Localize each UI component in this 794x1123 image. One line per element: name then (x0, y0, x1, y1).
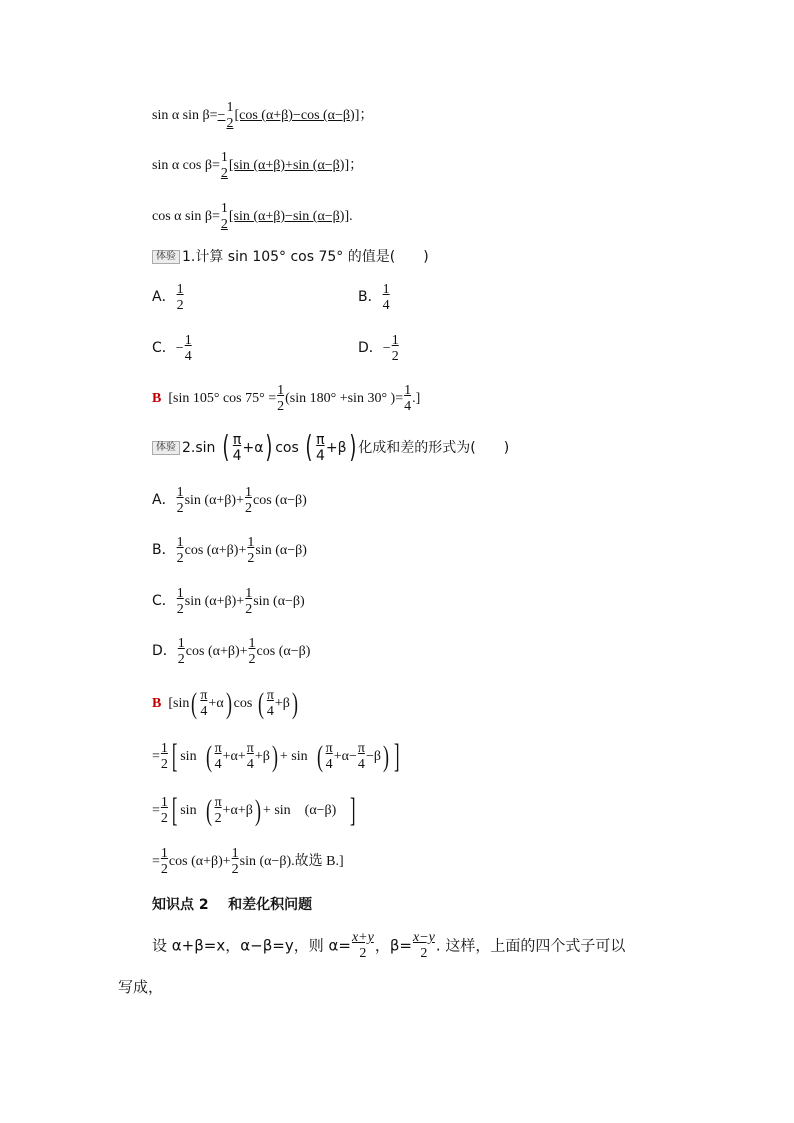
formula-bracket: [sin (α+β)+sin (α−β)] (228, 158, 350, 174)
solution-text: [sin 105° cos 75° = (168, 391, 277, 407)
formula-product-sin-sin (152, 100, 373, 132)
denominator: 2 (176, 501, 184, 516)
left-paren-icon: ( (316, 740, 323, 773)
numerator: 1 (277, 383, 285, 398)
fraction (232, 846, 239, 878)
fraction (247, 535, 254, 567)
formula-product-sin-cos (152, 150, 363, 182)
term: +α+ (222, 749, 246, 765)
section-title: 和差化积问题 (228, 897, 313, 913)
denominator: 4 (214, 757, 222, 772)
left-bracket-icon: [ (171, 792, 178, 829)
numerator: π (316, 432, 325, 448)
term: sin (α−β) (253, 594, 305, 610)
term: (α−β) (304, 803, 337, 819)
formula-product-cos-sin (152, 201, 353, 233)
term: cos (233, 696, 256, 712)
fraction (177, 485, 184, 517)
fraction-half (226, 100, 233, 132)
formula-bracket: [cos (α+β)−cos (α−β)] (234, 108, 360, 124)
numerator: π (246, 741, 254, 756)
term: sin (α+β)+ (184, 594, 245, 610)
paragraph-text: 写成， (118, 978, 164, 996)
numerator: 1 (248, 636, 256, 651)
denominator: 2 (214, 811, 222, 826)
right-paren-icon: ) (291, 687, 298, 720)
q2-solution-line-4 (152, 846, 344, 878)
denominator: 2 (226, 116, 234, 131)
right-bracket-icon: ] (393, 738, 400, 775)
numerator: π (232, 432, 242, 448)
equals-sign: = (152, 854, 160, 870)
numerator: x+y (351, 930, 374, 945)
denominator: 4 (382, 298, 390, 313)
denominator: 2 (220, 217, 228, 232)
numerator: 1 (160, 795, 168, 810)
punctuation: ； (359, 108, 374, 124)
equals-sign: = (152, 803, 160, 819)
option-label: D． (358, 340, 383, 357)
q2-solution-line-3 (152, 794, 358, 828)
section-number: 知识点 2 (152, 897, 209, 913)
left-paren-icon: ( (205, 794, 212, 827)
numerator: π (325, 741, 333, 756)
equals-sign: = (211, 158, 220, 174)
fraction (392, 333, 399, 365)
denominator: 4 (325, 757, 333, 772)
formula-bracket: [sin (α+β)−sin (α−β)] (228, 209, 350, 225)
minus-sign: − (382, 341, 391, 357)
term: +α− (333, 749, 357, 765)
left-paren-icon: ( (191, 687, 198, 720)
option-label: D． (152, 643, 177, 660)
option-label: A． (152, 289, 176, 306)
denominator: 2 (247, 551, 255, 566)
section-heading (152, 898, 312, 912)
right-paren-icon: ) (225, 687, 232, 720)
numerator: 1 (247, 535, 255, 550)
numerator: 1 (176, 485, 184, 500)
numerator: π (357, 741, 365, 756)
numerator: x−y (412, 930, 435, 945)
fraction (161, 795, 168, 827)
fraction-pi-4 (358, 741, 365, 773)
term: cos (α−β) (253, 493, 307, 509)
formula-left: sin α sin β (152, 108, 210, 124)
option-label: A． (152, 492, 176, 509)
paragraph-text: ，β= (374, 936, 412, 955)
term: sin (α−β) (255, 543, 307, 559)
term: + sin (279, 749, 308, 765)
option-label: B． (152, 542, 176, 559)
paragraph-text: 设 α+β=x，α−β=y，则 α= (152, 936, 351, 955)
paragraph-line-1 (152, 930, 625, 962)
right-paren-icon: ) (265, 430, 273, 465)
fraction-half (221, 201, 228, 233)
term: +β (274, 696, 290, 712)
formula-left: cos α sin β (152, 209, 212, 225)
numerator: π (214, 795, 222, 810)
minus-sign: − (175, 341, 184, 357)
numerator: 1 (176, 282, 184, 297)
q2-option-a[interactable] (152, 485, 307, 517)
practice-tag: 体验 (152, 441, 180, 455)
solution-text: .] (412, 391, 421, 407)
punctuation: . (349, 209, 353, 225)
left-paren-icon: ( (305, 430, 313, 465)
option-label: C． (152, 593, 176, 610)
q1-option-a[interactable] (152, 282, 185, 314)
answer-letter: B (152, 391, 162, 407)
denominator: 4 (357, 757, 365, 772)
left-paren-icon: ( (257, 687, 264, 720)
fraction (249, 636, 256, 668)
numerator: 1 (226, 100, 234, 115)
right-bracket-icon: ] (349, 792, 356, 829)
question-text: 2.sin (182, 440, 220, 456)
denominator: 4 (200, 704, 208, 719)
fraction (177, 586, 184, 618)
solution-text: (sin 180° +sin 30° )= (285, 391, 404, 407)
fraction (277, 383, 284, 415)
denominator: 2 (176, 551, 184, 566)
q2-option-b[interactable] (152, 535, 307, 567)
numerator: 1 (160, 741, 168, 756)
fraction-pi-4 (200, 688, 207, 720)
numerator: 1 (245, 485, 252, 500)
term: sin (α−β).故选 B.] (239, 854, 344, 870)
q1-option-d[interactable] (358, 333, 400, 365)
denominator: 2 (420, 946, 428, 961)
denominator: 4 (266, 704, 274, 719)
numerator: 1 (177, 636, 185, 651)
term: cos (α+β)+ (168, 854, 231, 870)
denominator: 2 (245, 501, 252, 516)
right-paren-icon: ) (271, 740, 278, 773)
equals-sign: = (209, 108, 218, 124)
term: + sin (262, 803, 291, 819)
denominator: 2 (220, 166, 228, 181)
term: +α (208, 696, 224, 712)
question-1-stem (152, 250, 429, 264)
fraction (185, 333, 192, 365)
paragraph-line-2 (118, 980, 163, 995)
numerator: 1 (220, 201, 228, 216)
fraction-half (221, 150, 228, 182)
fraction (177, 535, 184, 567)
question-2-stem (152, 432, 509, 464)
denominator: 2 (176, 602, 184, 617)
q1-solution (152, 383, 420, 415)
term: cos (α+β)+ (185, 644, 248, 660)
term: cos (α+β)+ (184, 543, 247, 559)
paragraph-text: . 这样，上面的四个式子可以 (435, 936, 626, 955)
denominator: 2 (176, 298, 184, 313)
fraction-pi-4 (316, 432, 325, 464)
equals-sign: = (152, 749, 160, 765)
numerator: 1 (220, 150, 228, 165)
numerator: 1 (231, 846, 239, 861)
fraction (161, 846, 168, 878)
fraction (177, 282, 184, 314)
term: +α (242, 440, 264, 456)
fraction (383, 282, 390, 314)
numerator: 1 (382, 282, 390, 297)
fraction-pi-4 (215, 741, 222, 773)
right-paren-icon: ) (348, 430, 356, 465)
term: sin (180, 749, 197, 765)
denominator: 4 (246, 757, 254, 772)
q2-option-d[interactable] (152, 636, 310, 668)
denominator: 2 (391, 349, 399, 364)
term: sin (180, 803, 197, 819)
q2-solution-line-2 (152, 740, 402, 774)
numerator: 1 (184, 333, 192, 348)
numerator: 1 (176, 535, 184, 550)
denominator: 2 (245, 602, 253, 617)
denominator: 2 (231, 862, 239, 877)
numerator: 1 (176, 586, 184, 601)
formula-left: sin α cos β (152, 158, 212, 174)
q1-option-b[interactable] (358, 282, 391, 314)
term: +β (254, 749, 270, 765)
denominator: 2 (160, 811, 168, 826)
practice-tag: 体验 (152, 250, 180, 264)
numerator: 1 (160, 846, 168, 861)
fraction (178, 636, 185, 668)
fraction (161, 741, 168, 773)
answer-letter: B (152, 696, 162, 712)
fraction (404, 383, 411, 415)
left-paren-icon: ( (205, 740, 212, 773)
term: +α (222, 803, 238, 819)
right-paren-icon: ) (382, 740, 389, 773)
denominator: 2 (177, 652, 185, 667)
minus-sign: − (217, 108, 226, 124)
q2-option-c[interactable] (152, 586, 305, 618)
term: cos (275, 440, 304, 456)
fraction-pi-2 (215, 795, 222, 827)
q1-option-c[interactable] (152, 333, 193, 365)
denominator: 4 (232, 448, 242, 464)
denominator: 2 (160, 757, 168, 772)
punctuation: ； (349, 158, 364, 174)
option-label: C． (152, 340, 176, 357)
solution-text: [sin (168, 696, 190, 712)
numerator: π (266, 688, 274, 703)
fraction (245, 485, 252, 517)
equals-sign: = (211, 209, 220, 225)
option-label: B． (358, 289, 382, 306)
fraction-pi-4 (247, 741, 254, 773)
right-paren-icon: ) (254, 794, 261, 827)
numerator: 1 (391, 333, 399, 348)
denominator: 4 (404, 399, 412, 414)
fraction (352, 930, 374, 962)
denominator: 4 (315, 448, 325, 464)
denominator: 2 (248, 652, 256, 667)
term: +β (237, 803, 253, 819)
numerator: π (200, 688, 208, 703)
denominator: 2 (359, 946, 367, 961)
numerator: 1 (404, 383, 412, 398)
left-paren-icon: ( (222, 430, 230, 465)
denominator: 4 (184, 349, 192, 364)
denominator: 2 (160, 862, 168, 877)
numerator: π (214, 741, 222, 756)
fraction-pi-4 (267, 688, 274, 720)
fraction (245, 586, 252, 618)
fraction-pi-4 (326, 741, 333, 773)
left-bracket-icon: [ (171, 738, 178, 775)
numerator: 1 (245, 586, 253, 601)
fraction-pi-4 (233, 432, 242, 464)
term: cos (α−β) (256, 644, 311, 660)
term: sin (α+β)+ (184, 493, 244, 509)
q2-solution-line-1 (152, 688, 300, 720)
denominator: 2 (277, 399, 285, 414)
question-text: 化成和差的形式为( ) (358, 440, 510, 456)
term: −β (365, 749, 381, 765)
term: +β (325, 440, 347, 456)
question-text: 1.计算 sin 105° cos 75° 的值是( ) (182, 249, 429, 265)
fraction (413, 930, 435, 962)
